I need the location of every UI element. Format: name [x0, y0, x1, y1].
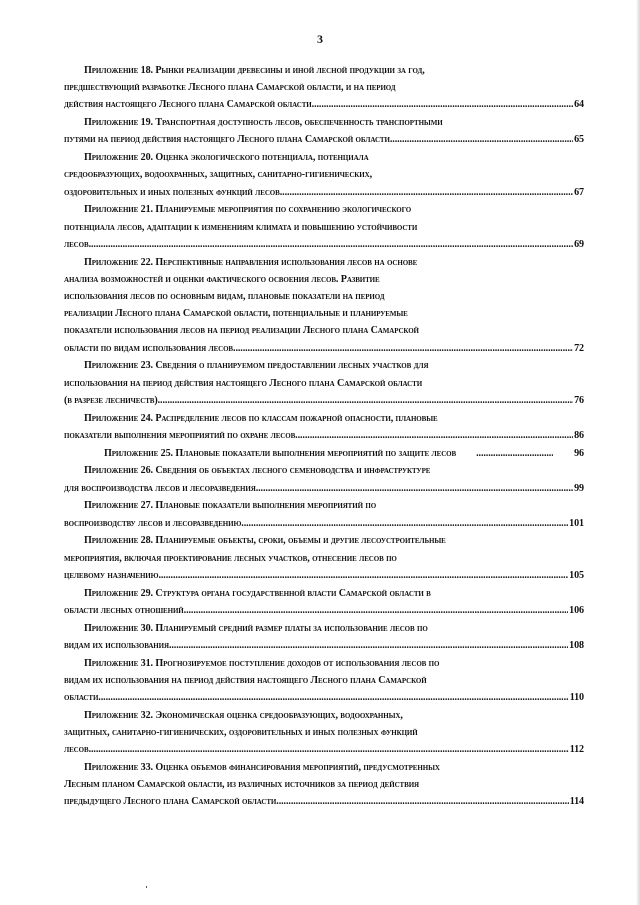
toc-entry-text: области по видам использования лесов: [64, 342, 234, 354]
dot-leader: [312, 96, 573, 113]
toc-page-number: 67: [574, 186, 584, 198]
toc-entry: [64, 114, 584, 148]
toc-entry-line: Приложение 32. Экономическая оценка средообразующих, водоохранных,: [84, 709, 403, 721]
dot-leader: [184, 602, 569, 619]
dot-leader: [98, 689, 568, 706]
toc-entry: [64, 707, 584, 759]
toc-entry-line: Приложение 19. Транспортная доступность лесов, обеспеченность транспортными: [84, 117, 443, 129]
dot-leader: [241, 515, 568, 532]
toc-entry-last-line: [64, 689, 584, 706]
toc-entry-last-line: [64, 602, 584, 619]
toc-entry-text: (в разрезе лесничеств): [64, 394, 158, 406]
toc-page-number: 69: [574, 238, 584, 250]
toc-entry-line: Приложение 20. Оценка экологического потенциала, потенциала: [84, 152, 369, 164]
toc-entry-line: Приложение 21. Планируемые мероприятия по сохранению экологического: [84, 204, 412, 216]
toc-entry-line: Приложение 31. Прогнозируемое поступление доходов от использования лесов по: [84, 657, 440, 669]
toc-entry-line: реализации Лесного плана Самарской области, потенциальные и планируемые: [64, 308, 408, 320]
dot-leader: [390, 131, 573, 148]
toc-entry-text: целевому назначению: [64, 569, 159, 581]
toc-page-number: 106: [569, 604, 584, 616]
toc-entry-last-line: [64, 236, 584, 253]
toc-entry-line: Приложение 26. Сведения об объектах лесного семеноводства и инфраструктуре: [84, 465, 431, 477]
toc-entry-text: области лесных отношений: [64, 604, 184, 616]
toc-entry-line: защитных, санитарно-гигиенических, оздоровительных и иных полезных функций: [64, 727, 418, 739]
toc-entry: [64, 585, 584, 619]
toc-entry: [64, 62, 584, 114]
toc-page-number: 72: [574, 342, 584, 354]
toc-entry-last-line: [64, 340, 584, 357]
dot-leader: [89, 236, 574, 253]
toc-page-number: 112: [569, 744, 584, 756]
toc-entry-text: для воспроизводства лесов и лесоразведения: [64, 482, 256, 494]
toc-page-number: 96: [574, 447, 584, 459]
toc-entry-text: лесов: [64, 744, 89, 756]
toc-entry-last-line: [64, 427, 584, 444]
dot-leader: [295, 427, 573, 444]
dot-leader: [456, 445, 553, 462]
toc-entry-text: показатели выполнения мероприятий по охране лесов: [64, 429, 296, 441]
dot-leader: [158, 567, 568, 584]
toc-entry-last-line: [64, 637, 584, 654]
toc-entry-last-line: [64, 96, 584, 113]
toc-entry-line: Приложение 30. Планируемый средний размер платы за использование лесов по: [84, 622, 428, 634]
toc-entry-line: анализа возможностей и оценки фактического освоения лесов. Развитие: [64, 273, 380, 285]
toc-entry-text: области: [64, 692, 99, 704]
toc-entry-line: Приложение 24. Распределение лесов по классам пожарной опасности, плановые: [84, 412, 438, 424]
toc-entry-line: использования лесов по основным видам, плановые показатели на период: [64, 291, 385, 303]
dot-leader: [158, 392, 573, 409]
scan-speck: [146, 886, 147, 888]
toc-entry-line: Приложение 28. Планируемые объекты, сроки, объемы и другие лесоустроительные: [84, 535, 446, 547]
toc-entry-line: потенциала лесов, адаптации к изменениям климата и повышению устойчивости: [64, 221, 418, 233]
dot-leader: [169, 637, 568, 654]
toc-entry: [64, 759, 584, 811]
toc-page-number: 105: [569, 569, 584, 581]
toc-entry-text: Приложение 25. Плановые показатели выполнения мероприятий по защите лесов: [104, 447, 457, 459]
toc-entry-last-line: [64, 392, 584, 409]
toc-entry-last-line: [64, 131, 584, 148]
toc-entry-line: предшествующий разработке Лесного плана Самарской области, и на период: [64, 82, 396, 94]
dot-leader: [256, 480, 573, 497]
toc-entry-text: лесов: [64, 238, 89, 250]
toc-page-number: 86: [574, 429, 584, 441]
toc-entry-line: средообразующих, водоохранных, защитных, санитарно-гигиенических,: [64, 169, 372, 181]
toc-entry: [64, 497, 584, 531]
toc-entry-line: мероприятия, включая проектирование лесных участков, отнесение лесов по: [64, 552, 397, 564]
toc-entry-last-line: [64, 741, 584, 758]
toc-entry-text: предыдущего Лесного плана Самарской области: [64, 796, 277, 808]
toc-entry: [64, 149, 584, 201]
dot-leader: [233, 340, 573, 357]
dot-leader: [280, 184, 573, 201]
toc-entry-last-line: [64, 480, 584, 497]
toc-entry-last-line: [64, 793, 584, 810]
toc-page-number: 76: [574, 394, 584, 406]
page-number: 3: [317, 32, 323, 46]
toc-page-number: 64: [574, 99, 584, 111]
dot-leader: [89, 741, 569, 758]
toc-page-number: 99: [574, 482, 584, 494]
toc-entry: [64, 410, 584, 444]
toc-entry-last-line: [64, 445, 584, 462]
toc-entry-text: путями на период действия настоящего Лесного плана Самарской области: [64, 134, 390, 146]
toc-entry-line: Приложение 33. Оценка объемов финансирования мероприятий, предусмотренных: [84, 762, 440, 774]
toc-entry-line: Приложение 18. Рынки реализации древесины и иной лесной продукции за год,: [84, 65, 425, 76]
toc-entry-line: использования на период действия настоящего Лесного плана Самарской области: [64, 377, 423, 389]
toc-entry-line: Приложение 23. Сведения о планируемом предоставлении лесных участков для: [84, 360, 429, 372]
table-of-contents: [64, 62, 584, 811]
toc-entry: [64, 620, 584, 654]
toc-page-number: 110: [569, 692, 584, 704]
toc-entry-last-line: [64, 567, 584, 584]
toc-entry-text: видам их использования: [64, 639, 169, 651]
toc-entry-line: показатели использования лесов на период реализации Лесного плана Самарской: [64, 325, 419, 337]
toc-page-number: 101: [569, 517, 584, 529]
scan-edge-shadow: [636, 0, 640, 905]
toc-page-number: 108: [569, 639, 584, 651]
toc-entry: [64, 201, 584, 253]
toc-entry-line: Лесным планом Самарской области, из различных источников за период действия: [64, 779, 419, 791]
toc-entry-text: действия настоящего Лесного плана Самарской области: [64, 99, 312, 111]
toc-entry-line: Приложение 29. Структура органа государственной власти Самарской области в: [84, 587, 431, 599]
toc-entry: [64, 532, 584, 584]
toc-entry: [64, 462, 584, 496]
toc-entry-line: Приложение 22. Перспективные направления использования лесов на основе: [84, 256, 418, 268]
toc-entry-line: Приложение 27. Плановые показатели выполнения мероприятий по: [84, 500, 377, 512]
dot-leader: [276, 793, 568, 810]
toc-entry: [64, 254, 584, 357]
toc-page-number: 114: [569, 796, 584, 808]
toc-entry-last-line: [64, 515, 584, 532]
toc-entry-line: видам их использования на период действия настоящего Лесного плана Самарской: [64, 674, 427, 686]
toc-page-number: 65: [574, 134, 584, 146]
toc-entry-text: оздоровительных и иных полезных функций лесов: [64, 186, 280, 198]
toc-entry: [64, 357, 584, 409]
toc-entry-text: воспроизводству лесов и лесоразведению: [64, 517, 242, 529]
toc-entry: [64, 655, 584, 707]
toc-entry-last-line: [64, 184, 584, 201]
toc-entry: [64, 445, 584, 462]
